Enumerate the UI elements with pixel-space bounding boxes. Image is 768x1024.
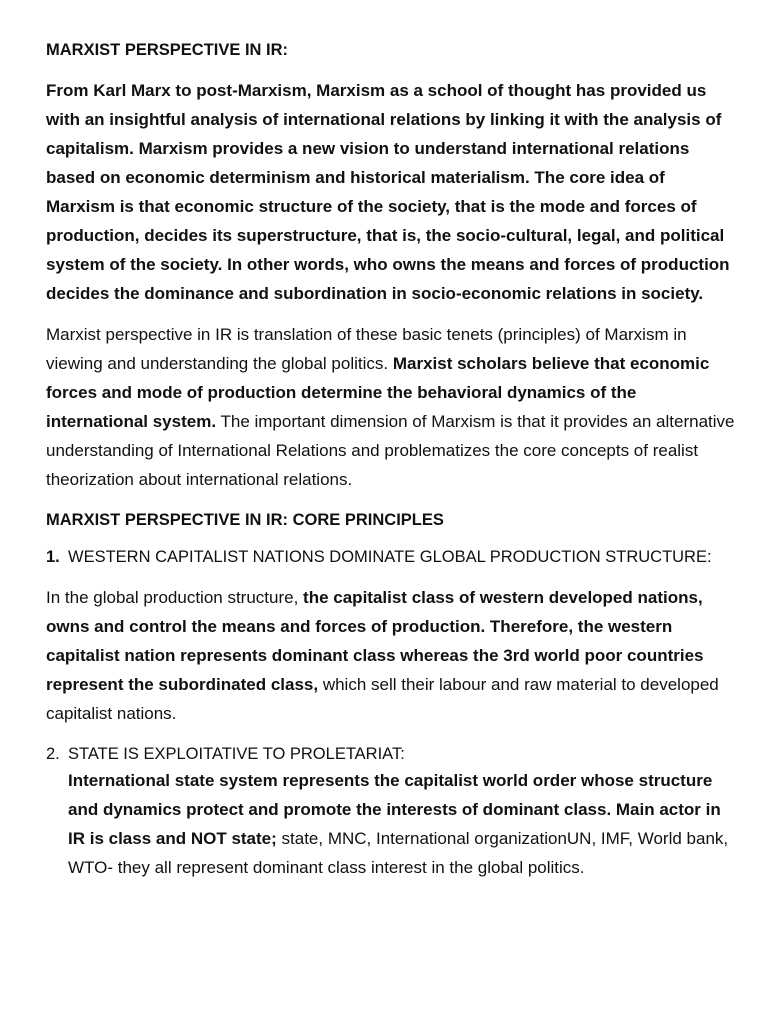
perspective-bold-text: Marxist scholars believe that economic forces and mode of production determine the behavioral dynamics of the international system.	[46, 354, 710, 431]
perspective-text-end: The important dimension of Marxism is that it provides an alternative understanding of International Relations and problematizes the core concepts of realist theorization about international relations.	[46, 412, 735, 489]
principle-item-2	[46, 742, 738, 766]
production-bold-text: the capitalist class of western developed nations, owns and control the means and forces of production. Therefore, the western capitalist nation represents dominant class whereas the 3rd world poor countries represent the subordinated class,	[46, 588, 704, 694]
principle-number-2: 2.	[46, 745, 60, 763]
production-text-end: which sell their labour and raw material to developed capitalist nations.	[46, 675, 719, 723]
production-structure-paragraph	[46, 583, 738, 728]
perspective-paragraph	[46, 320, 738, 494]
production-text-start: In the global production structure,	[46, 588, 304, 607]
state-exploitative-paragraph	[68, 766, 738, 882]
principle-number-1: 1.	[46, 548, 60, 566]
perspective-text-start: Marxist perspective in IR is translation of these basic tenets (principles) of Marxism in viewing and understanding the global politics.	[46, 325, 687, 373]
principle-title-1: WESTERN CAPITALIST NATIONS DOMINATE GLOBAL PRODUCTION STRUCTURE:	[68, 548, 712, 566]
section-heading-core-principles: MARXIST PERSPECTIVE IN IR: CORE PRINCIPLES	[46, 511, 444, 529]
state-text: state, MNC, International organizationUN, IMF, World bank, WTO- they all represent dominant class interest in the global politics.	[68, 829, 729, 877]
section-heading-marxist-perspective: MARXIST PERSPECTIVE IN IR:	[46, 41, 289, 59]
principle-title-2: STATE IS EXPLOITATIVE TO PROLETARIAT:	[68, 745, 405, 763]
intro-paragraph: From Karl Marx to post-Marxism, Marxism as a school of thought has provided us with an insightful analysis of international relations by linking it with the analysis of capitalism. Marxism provides a new vision to understand international relations based on economic determinism and historical materialism. The core idea of Marxism is that economic structure of the society, that is the mode and forces of production, decides its superstructure, that is, the socio-cultural, legal, and political system of the society. In other words, who owns the means and forces of production decides the dominance and subordination in socio-economic relations in society.	[46, 81, 730, 303]
state-bold-text: International state system represents the capitalist world order whose structure and dynamics protect and promote the interests of dominant class. Main actor in IR is class and NOT state;	[68, 771, 721, 848]
principle-item-1	[46, 545, 738, 569]
